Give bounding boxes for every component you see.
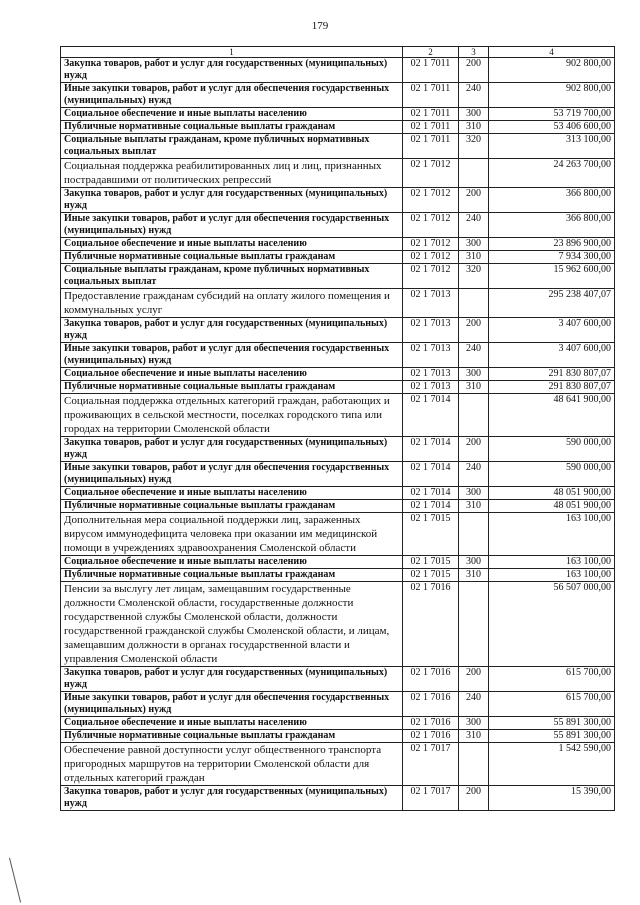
row-type [459,159,489,188]
row-name: Обеспечение равной доступности услуг общественного транспорта пригородных маршрутов на территории Смоленской области для отдельных категорий граждан [61,743,403,786]
row-code: 02 1 7016 [403,667,459,692]
row-amount: 163 100,00 [489,569,615,582]
row-name: Закупка товаров, работ и услуг для государственных (муниципальных) нужд [61,318,403,343]
row-name: Закупка товаров, работ и услуг для государственных (муниципальных) нужд [61,58,403,83]
header-col-amount: 4 [489,47,615,58]
row-amount: 615 700,00 [489,692,615,717]
row-code: 02 1 7016 [403,730,459,743]
row-code: 02 1 7012 [403,251,459,264]
row-amount: 53 406 600,00 [489,121,615,134]
row-code: 02 1 7015 [403,513,459,556]
table-row [61,159,615,188]
table-row [61,318,615,343]
row-amount: 55 891 300,00 [489,717,615,730]
row-amount: 163 100,00 [489,513,615,556]
row-name: Публичные нормативные социальные выплаты гражданам [61,500,403,513]
row-amount: 56 507 000,00 [489,582,615,667]
row-code: 02 1 7011 [403,108,459,121]
row-type [459,582,489,667]
header-col-type: 3 [459,47,489,58]
row-type: 200 [459,188,489,213]
row-code: 02 1 7012 [403,264,459,289]
row-name: Социальное обеспечение и иные выплаты населению [61,238,403,251]
row-amount: 15 962 600,00 [489,264,615,289]
row-type: 320 [459,134,489,159]
row-amount: 1 542 590,00 [489,743,615,786]
row-amount: 3 407 600,00 [489,318,615,343]
row-code: 02 1 7014 [403,487,459,500]
page-number: 179 [311,20,329,32]
row-name: Публичные нормативные социальные выплаты гражданам [61,251,403,264]
table-row [61,394,615,437]
table-row [61,108,615,121]
row-code: 02 1 7011 [403,121,459,134]
row-name: Закупка товаров, работ и услуг для государственных (муниципальных) нужд [61,786,403,811]
row-code: 02 1 7012 [403,188,459,213]
row-code: 02 1 7011 [403,83,459,108]
row-type: 310 [459,381,489,394]
header-col-name: 1 [61,47,403,58]
row-code: 02 1 7016 [403,717,459,730]
row-type: 310 [459,121,489,134]
row-type: 300 [459,368,489,381]
table-row [61,582,615,667]
header-row [61,47,615,58]
row-type: 200 [459,437,489,462]
table-row [61,730,615,743]
row-code: 02 1 7013 [403,318,459,343]
row-code: 02 1 7013 [403,381,459,394]
row-code: 02 1 7014 [403,437,459,462]
row-type [459,394,489,437]
row-amount: 902 800,00 [489,58,615,83]
row-name: Иные закупки товаров, работ и услуг для обеспечения государственных (муниципальных) нужд [61,83,403,108]
row-name: Публичные нормативные социальные выплаты гражданам [61,381,403,394]
table-row [61,368,615,381]
row-name: Социальное обеспечение и иные выплаты населению [61,487,403,500]
table-body [61,58,615,811]
row-code: 02 1 7012 [403,238,459,251]
table-row [61,121,615,134]
row-code: 02 1 7013 [403,368,459,381]
row-type: 310 [459,730,489,743]
row-code: 02 1 7017 [403,786,459,811]
table-row [61,343,615,368]
row-type: 200 [459,318,489,343]
table-row [61,462,615,487]
table-row [61,238,615,251]
table-row [61,569,615,582]
row-code: 02 1 7016 [403,692,459,717]
row-amount: 313 100,00 [489,134,615,159]
row-amount: 7 934 300,00 [489,251,615,264]
table-row [61,289,615,318]
row-name: Дополнительная мера социальной поддержки лиц, зараженных вирусом иммунодефицита человека при оказании им медицинской помощи в учреждениях здравоохранения Смоленской области [61,513,403,556]
row-type [459,743,489,786]
table-row [61,437,615,462]
row-amount: 15 390,00 [489,786,615,811]
row-type: 240 [459,462,489,487]
table-row [61,487,615,500]
table-row [61,717,615,730]
row-amount: 295 238 407,07 [489,289,615,318]
row-name: Иные закупки товаров, работ и услуг для обеспечения государственных (муниципальных) нужд [61,692,403,717]
row-code: 02 1 7014 [403,394,459,437]
table-row [61,188,615,213]
row-name: Иные закупки товаров, работ и услуг для обеспечения государственных (муниципальных) нужд [61,343,403,368]
row-name: Социальные выплаты гражданам, кроме публичных нормативных социальных выплат [61,264,403,289]
row-amount: 366 800,00 [489,188,615,213]
scan-edge-line [9,858,21,903]
row-type: 300 [459,556,489,569]
row-name: Иные закупки товаров, работ и услуг для обеспечения государственных (муниципальных) нужд [61,462,403,487]
table-row [61,134,615,159]
row-type: 240 [459,83,489,108]
row-name: Социальное обеспечение и иные выплаты населению [61,108,403,121]
row-amount: 291 830 807,07 [489,368,615,381]
row-name: Социальное обеспечение и иные выплаты населению [61,717,403,730]
row-code: 02 1 7017 [403,743,459,786]
row-amount: 48 051 900,00 [489,500,615,513]
row-name: Публичные нормативные социальные выплаты гражданам [61,121,403,134]
row-name: Социальная поддержка реабилитированных лиц и лиц, признанных пострадавшими от политических репрессий [61,159,403,188]
row-amount: 48 051 900,00 [489,487,615,500]
row-code: 02 1 7014 [403,462,459,487]
row-name: Социальное обеспечение и иные выплаты населению [61,556,403,569]
row-name: Закупка товаров, работ и услуг для государственных (муниципальных) нужд [61,437,403,462]
table-row [61,381,615,394]
row-amount: 291 830 807,07 [489,381,615,394]
header-col-code: 2 [403,47,459,58]
row-code: 02 1 7011 [403,134,459,159]
table-row [61,556,615,569]
row-type: 300 [459,238,489,251]
row-amount: 55 891 300,00 [489,730,615,743]
row-code: 02 1 7015 [403,556,459,569]
table-row [61,251,615,264]
row-name: Публичные нормативные социальные выплаты гражданам [61,569,403,582]
table-row [61,58,615,83]
row-code: 02 1 7016 [403,582,459,667]
row-type: 310 [459,500,489,513]
table-row [61,667,615,692]
table-row [61,786,615,811]
row-name: Социальная поддержка отдельных категорий граждан, работающих и проживающих в сельской местности, поселках городского типа или городах на территории Смоленской области [61,394,403,437]
row-type [459,289,489,318]
table-row [61,692,615,717]
row-amount: 902 800,00 [489,83,615,108]
row-amount: 615 700,00 [489,667,615,692]
row-code: 02 1 7015 [403,569,459,582]
row-type: 240 [459,692,489,717]
row-type: 300 [459,487,489,500]
row-name: Социальные выплаты гражданам, кроме публичных нормативных социальных выплат [61,134,403,159]
budget-table [60,46,615,811]
row-type: 200 [459,58,489,83]
row-amount: 48 641 900,00 [489,394,615,437]
row-code: 02 1 7011 [403,58,459,83]
row-amount: 3 407 600,00 [489,343,615,368]
row-amount: 366 800,00 [489,213,615,238]
row-code: 02 1 7013 [403,289,459,318]
row-code: 02 1 7014 [403,500,459,513]
table-row [61,83,615,108]
table-row [61,743,615,786]
table-row [61,264,615,289]
row-amount: 163 100,00 [489,556,615,569]
row-type: 240 [459,343,489,368]
row-type: 300 [459,717,489,730]
row-type: 200 [459,667,489,692]
row-name: Закупка товаров, работ и услуг для государственных (муниципальных) нужд [61,188,403,213]
row-code: 02 1 7012 [403,213,459,238]
table-row [61,500,615,513]
row-type: 310 [459,251,489,264]
row-name: Пенсии за выслугу лет лицам, замещавшим государственные должности Смоленской области, государственные должности государственной службы Смоленской области, должности государственной гражданской службы Смоленской области, и лицам, замещавшим должности в органах государственной власти и управления Смоленской области [61,582,403,667]
table-row [61,213,615,238]
row-type: 300 [459,108,489,121]
row-code: 02 1 7013 [403,343,459,368]
row-type: 310 [459,569,489,582]
row-amount: 53 719 700,00 [489,108,615,121]
row-amount: 590 000,00 [489,462,615,487]
row-name: Публичные нормативные социальные выплаты гражданам [61,730,403,743]
row-name: Иные закупки товаров, работ и услуг для обеспечения государственных (муниципальных) нужд [61,213,403,238]
row-code: 02 1 7012 [403,159,459,188]
row-type: 240 [459,213,489,238]
row-name: Социальное обеспечение и иные выплаты населению [61,368,403,381]
row-name: Предоставление гражданам субсидий на оплату жилого помещения и коммунальных услуг [61,289,403,318]
row-amount: 590 000,00 [489,437,615,462]
row-name: Закупка товаров, работ и услуг для государственных (муниципальных) нужд [61,667,403,692]
table-row [61,513,615,556]
row-amount: 23 896 900,00 [489,238,615,251]
row-type: 320 [459,264,489,289]
row-type: 200 [459,786,489,811]
row-type [459,513,489,556]
row-amount: 24 263 700,00 [489,159,615,188]
